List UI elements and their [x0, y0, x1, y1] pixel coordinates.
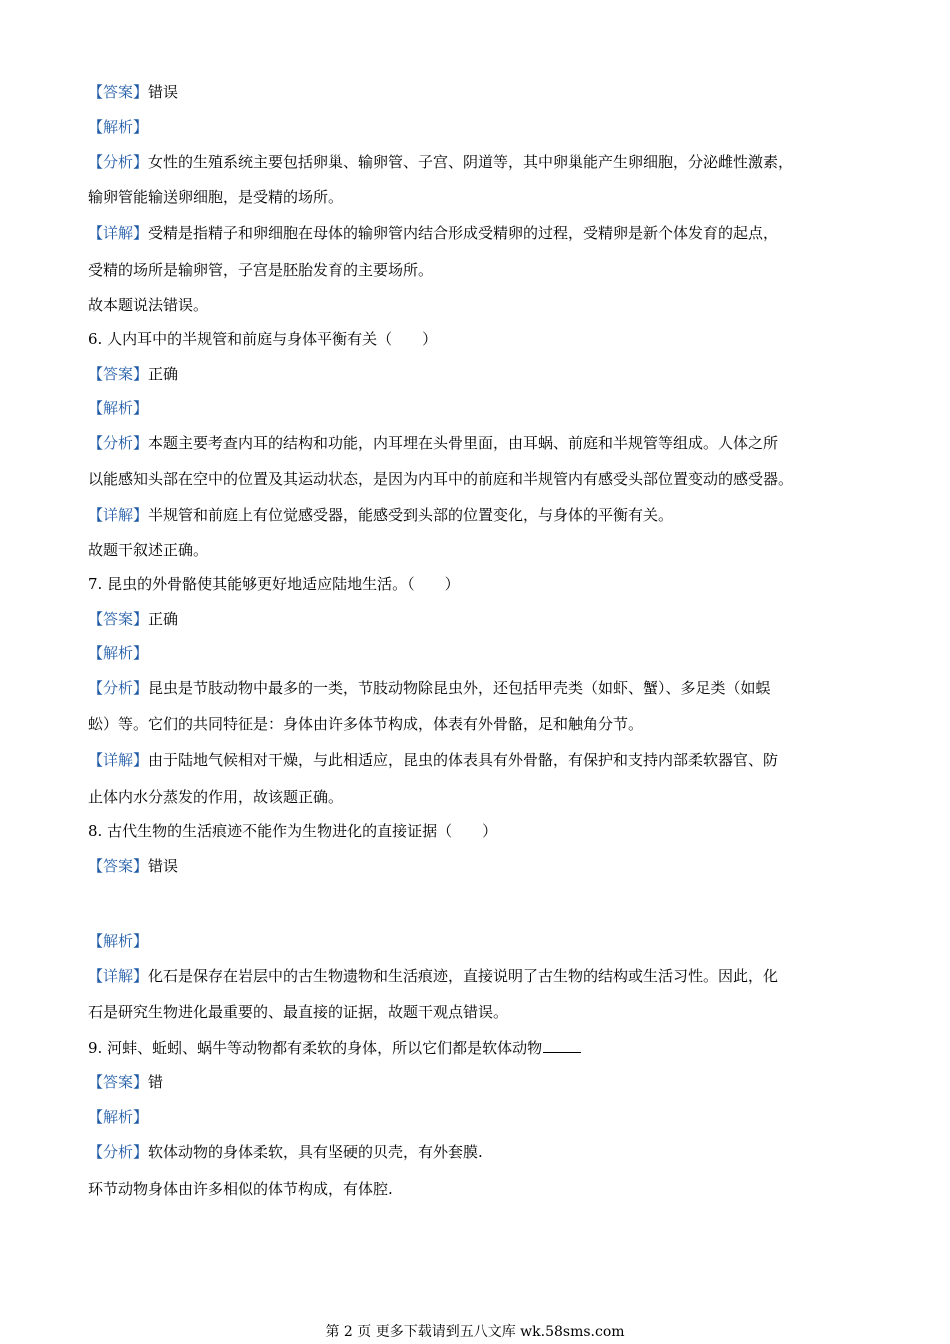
analysis-heading	[88, 643, 148, 663]
text-line: 受精的场所是输卵管，子宫是胚胎发育的主要场所。	[88, 261, 434, 279]
analysis-heading	[88, 1107, 148, 1127]
line-text: 女性的生殖系统主要包括卵巢、输卵管、子宫、阴道等，其中卵巢能产生卵细胞，分泌雌性激素，	[148, 153, 794, 171]
question-6: 6. 人内耳中的半规管和前庭与身体平衡有关（ ）	[88, 330, 438, 348]
tag-analysis: 【解析】	[88, 644, 149, 662]
tag-fenxi: 【分析】	[88, 1143, 149, 1161]
analysis-line	[88, 678, 771, 698]
conclusion-line: 故本题说法错误。	[88, 296, 209, 314]
tag-detail: 【详解】	[88, 506, 149, 524]
detail-line	[88, 223, 778, 243]
page-footer: 第 2 页 更多下载请到五八文库 wk.58sms.com	[325, 1324, 625, 1340]
answer-line	[88, 1072, 163, 1092]
tag-fenxi: 【分析】	[88, 434, 149, 452]
analysis-heading	[88, 931, 148, 951]
answer-line	[88, 364, 178, 384]
detail-line	[88, 966, 778, 986]
text-line: 环节动物身体由许多相似的体节构成，有体腔.	[88, 1180, 393, 1198]
text-line: 蚣）等。它们的共同特征是：身体由许多体节构成，体表有外骨骼，足和触角分节。	[88, 715, 644, 733]
line-text: 错	[148, 1073, 164, 1091]
question-9	[88, 1038, 581, 1058]
analysis-line	[88, 152, 793, 172]
line-text: 错误	[148, 857, 179, 875]
tag-answer: 【答案】	[88, 610, 149, 628]
answer-line	[88, 609, 178, 629]
analysis-line	[88, 433, 778, 453]
line-text: 由于陆地气候相对干燥，与此相适应，昆虫的体表具有外骨骼，有保护和支持内部柔软器官、防	[148, 751, 779, 769]
tag-fenxi: 【分析】	[88, 153, 149, 171]
question-text: 9. 河蚌、蚯蚓、蜗牛等动物都有柔软的身体，所以它们都是软体动物	[88, 1039, 543, 1057]
detail-line	[88, 505, 673, 525]
line-text: 软体动物的身体柔软，具有坚硬的贝壳，有外套膜.	[148, 1143, 483, 1161]
tag-fenxi: 【分析】	[88, 679, 149, 697]
tag-analysis: 【解析】	[88, 118, 149, 136]
tag-answer: 【答案】	[88, 365, 149, 383]
tag-detail: 【详解】	[88, 224, 149, 242]
analysis-line	[88, 1142, 483, 1162]
detail-line	[88, 750, 778, 770]
line-text: 受精是指精子和卵细胞在母体的输卵管内结合形成受精卵的过程，受精卵是新个体发育的起点，	[148, 224, 779, 242]
answer-line	[88, 82, 178, 102]
line-text: 正确	[148, 610, 179, 628]
tag-analysis: 【解析】	[88, 1108, 149, 1126]
line-text: 正确	[148, 365, 179, 383]
line-text: 昆虫是节肢动物中最多的一类，节肢动物除昆虫外，还包括甲壳类（如虾、蟹）、多足类（如蜈	[148, 679, 771, 697]
answer-blank	[543, 1038, 581, 1053]
line-text: 半规管和前庭上有位觉感受器，能感受到头部的位置变化，与身体的平衡有关。	[148, 506, 674, 524]
text-line: 石是研究生物进化最重要的、最直接的证据，故题干观点错误。	[88, 1003, 509, 1021]
answer-line	[88, 856, 178, 876]
conclusion-line: 故题干叙述正确。	[88, 541, 209, 559]
line-text: 错误	[148, 83, 179, 101]
question-7: 7. 昆虫的外骨骼使其能够更好地适应陆地生活。（ ）	[88, 575, 460, 593]
tag-answer: 【答案】	[88, 83, 149, 101]
tag-analysis: 【解析】	[88, 399, 149, 417]
tag-detail: 【详解】	[88, 967, 149, 985]
text-line: 止体内水分蒸发的作用，故该题正确。	[88, 788, 344, 806]
text-line: 输卵管能输送卵细胞，是受精的场所。	[88, 188, 344, 206]
tag-analysis: 【解析】	[88, 932, 149, 950]
line-text: 化石是保存在岩层中的古生物遗物和生活痕迹，直接说明了古生物的结构或生活习性。因此，化	[148, 967, 779, 985]
question-8: 8. 古代生物的生活痕迹不能作为生物进化的直接证据（ ）	[88, 822, 498, 840]
tag-answer: 【答案】	[88, 1073, 149, 1091]
analysis-heading	[88, 117, 148, 137]
tag-detail: 【详解】	[88, 751, 149, 769]
tag-answer: 【答案】	[88, 857, 149, 875]
line-text: 本题主要考查内耳的结构和功能，内耳埋在头骨里面，由耳蜗、前庭和半规管等组成。人体之所	[148, 434, 779, 452]
text-line: 以能感知头部在空中的位置及其运动状态，是因为内耳中的前庭和半规管内有感受头部位置变动的感受器。	[88, 470, 794, 488]
analysis-heading	[88, 398, 148, 418]
